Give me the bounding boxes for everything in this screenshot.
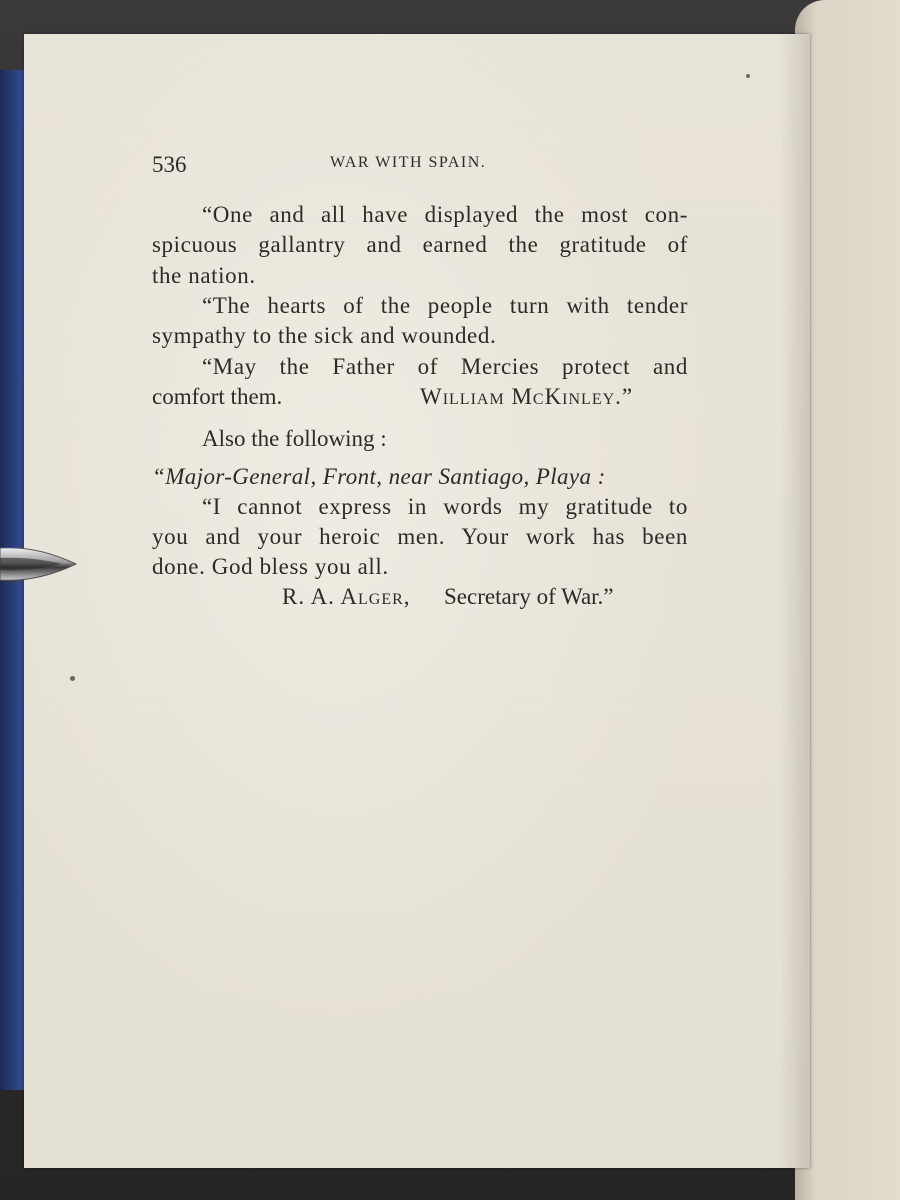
text-line: “I cannot express in words my gratitude to — [202, 494, 688, 519]
paper-speck — [746, 74, 750, 78]
paper-clip-icon — [0, 540, 80, 588]
signature-alger-title: Secretary of War.” — [444, 584, 614, 609]
facing-page-edge — [795, 0, 900, 1200]
page-number: 536 — [152, 152, 187, 177]
text-line: done. God bless you all. — [152, 554, 389, 579]
address-line: “Major-General, Front, near Santiago, Playa : — [152, 464, 606, 489]
text-line: “The hearts of the people turn with tender — [202, 293, 688, 318]
page-gutter-shadow — [780, 34, 810, 1168]
paper-speck — [70, 676, 75, 681]
intro-line: Also the following : — [202, 426, 387, 451]
text-line: sympathy to the sick and wounded. — [152, 323, 497, 348]
text-line: spicuous gallantry and earned the gratitude of — [152, 232, 688, 257]
text-line: the nation. — [152, 263, 256, 288]
signature-mckinley: William McKinley.” — [420, 384, 634, 409]
book-page — [24, 34, 810, 1168]
text-line: you and your heroic men. Your work has been — [152, 524, 688, 549]
text-line: comfort them. — [152, 384, 283, 409]
text-line: “One and all have displayed the most con- — [202, 202, 688, 227]
signature-alger-name: R. A. Alger, — [282, 584, 411, 609]
text-line: “May the Father of Mercies protect and — [202, 354, 688, 379]
running-title: WAR WITH SPAIN. — [330, 154, 487, 171]
